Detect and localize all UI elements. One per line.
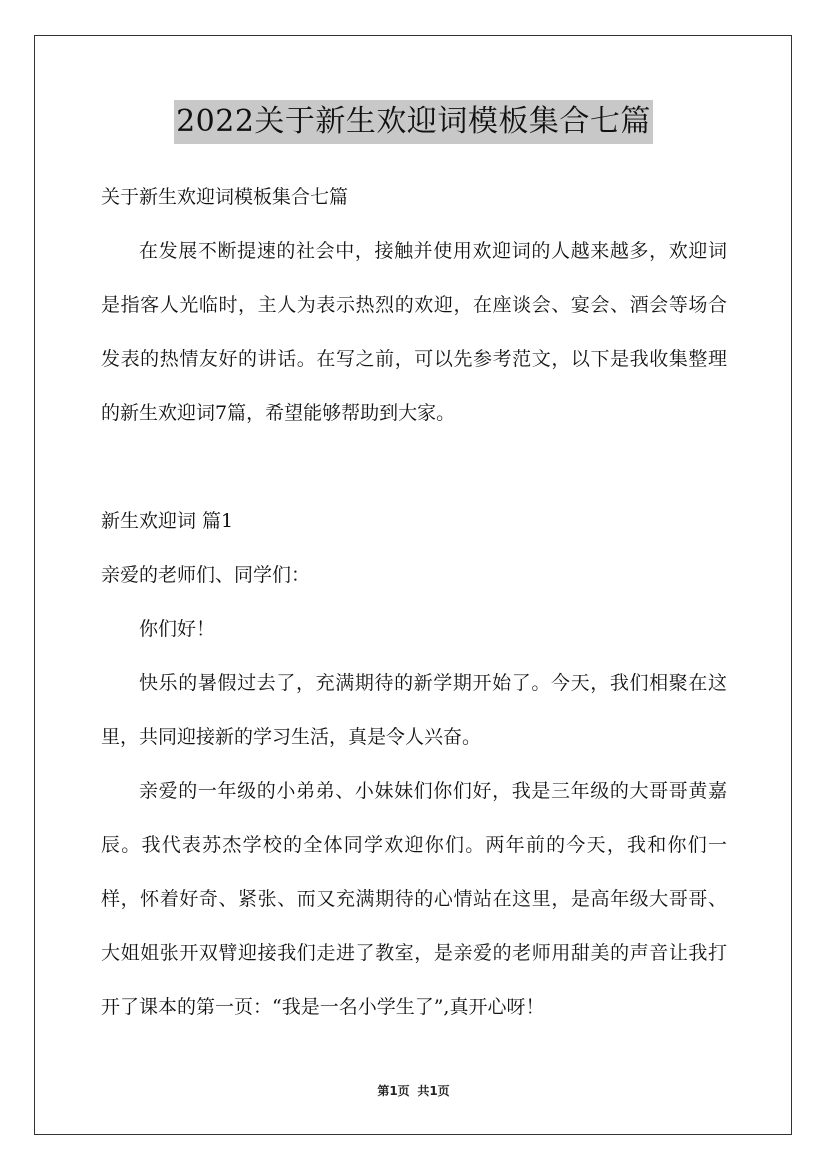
body-paragraph-2: 亲爱的一年级的小弟弟、小妹妹们你们好，我是三年级的大哥哥黄嘉辰。我代表苏杰学校的全体同学欢迎你们。两年前的今天，我和你们一样，怀着好奇、紧张、而又充满期待的心情站在这里，是高年级大哥哥、大姐姐张开双臂迎接我们走进了教室，是亲爱的老师用甜美的声音让我打开了课本的第一页：“我是一名小学生了”,真开心呀！ — [101, 780, 727, 1018]
body-paragraph-1: 快乐的暑假过去了，充满期待的新学期开始了。今天，我们相聚在这里，共同迎接新的学习生活，真是令人兴奋。 — [101, 672, 727, 748]
title-container — [0, 100, 827, 144]
greeting: 你们好！ — [139, 618, 216, 640]
document-subtitle: 关于新生欢迎词模板集合七篇 — [101, 186, 349, 208]
document-title: 2022关于新生欢迎词模板集合七篇 — [174, 100, 653, 144]
document-body — [101, 170, 727, 1034]
page-number: 第1页 — [377, 1084, 410, 1098]
page-total: 共1页 — [417, 1084, 450, 1098]
section-heading: 新生欢迎词 篇1 — [101, 510, 234, 532]
page-footer — [0, 1083, 827, 1099]
intro-paragraph: 在发展不断提速的社会中，接触并使用欢迎词的人越来越多，欢迎词是指客人光临时，主人为表示热烈的欢迎，在座谈会、宴会、酒会等场合发表的热情友好的讲话。在写之前，可以先参考范文，以下是我收集整理的新生欢迎词7篇，希望能够帮助到大家。 — [101, 240, 727, 424]
salutation: 亲爱的老师们、同学们： — [101, 564, 311, 586]
paragraph-gap — [101, 440, 727, 494]
